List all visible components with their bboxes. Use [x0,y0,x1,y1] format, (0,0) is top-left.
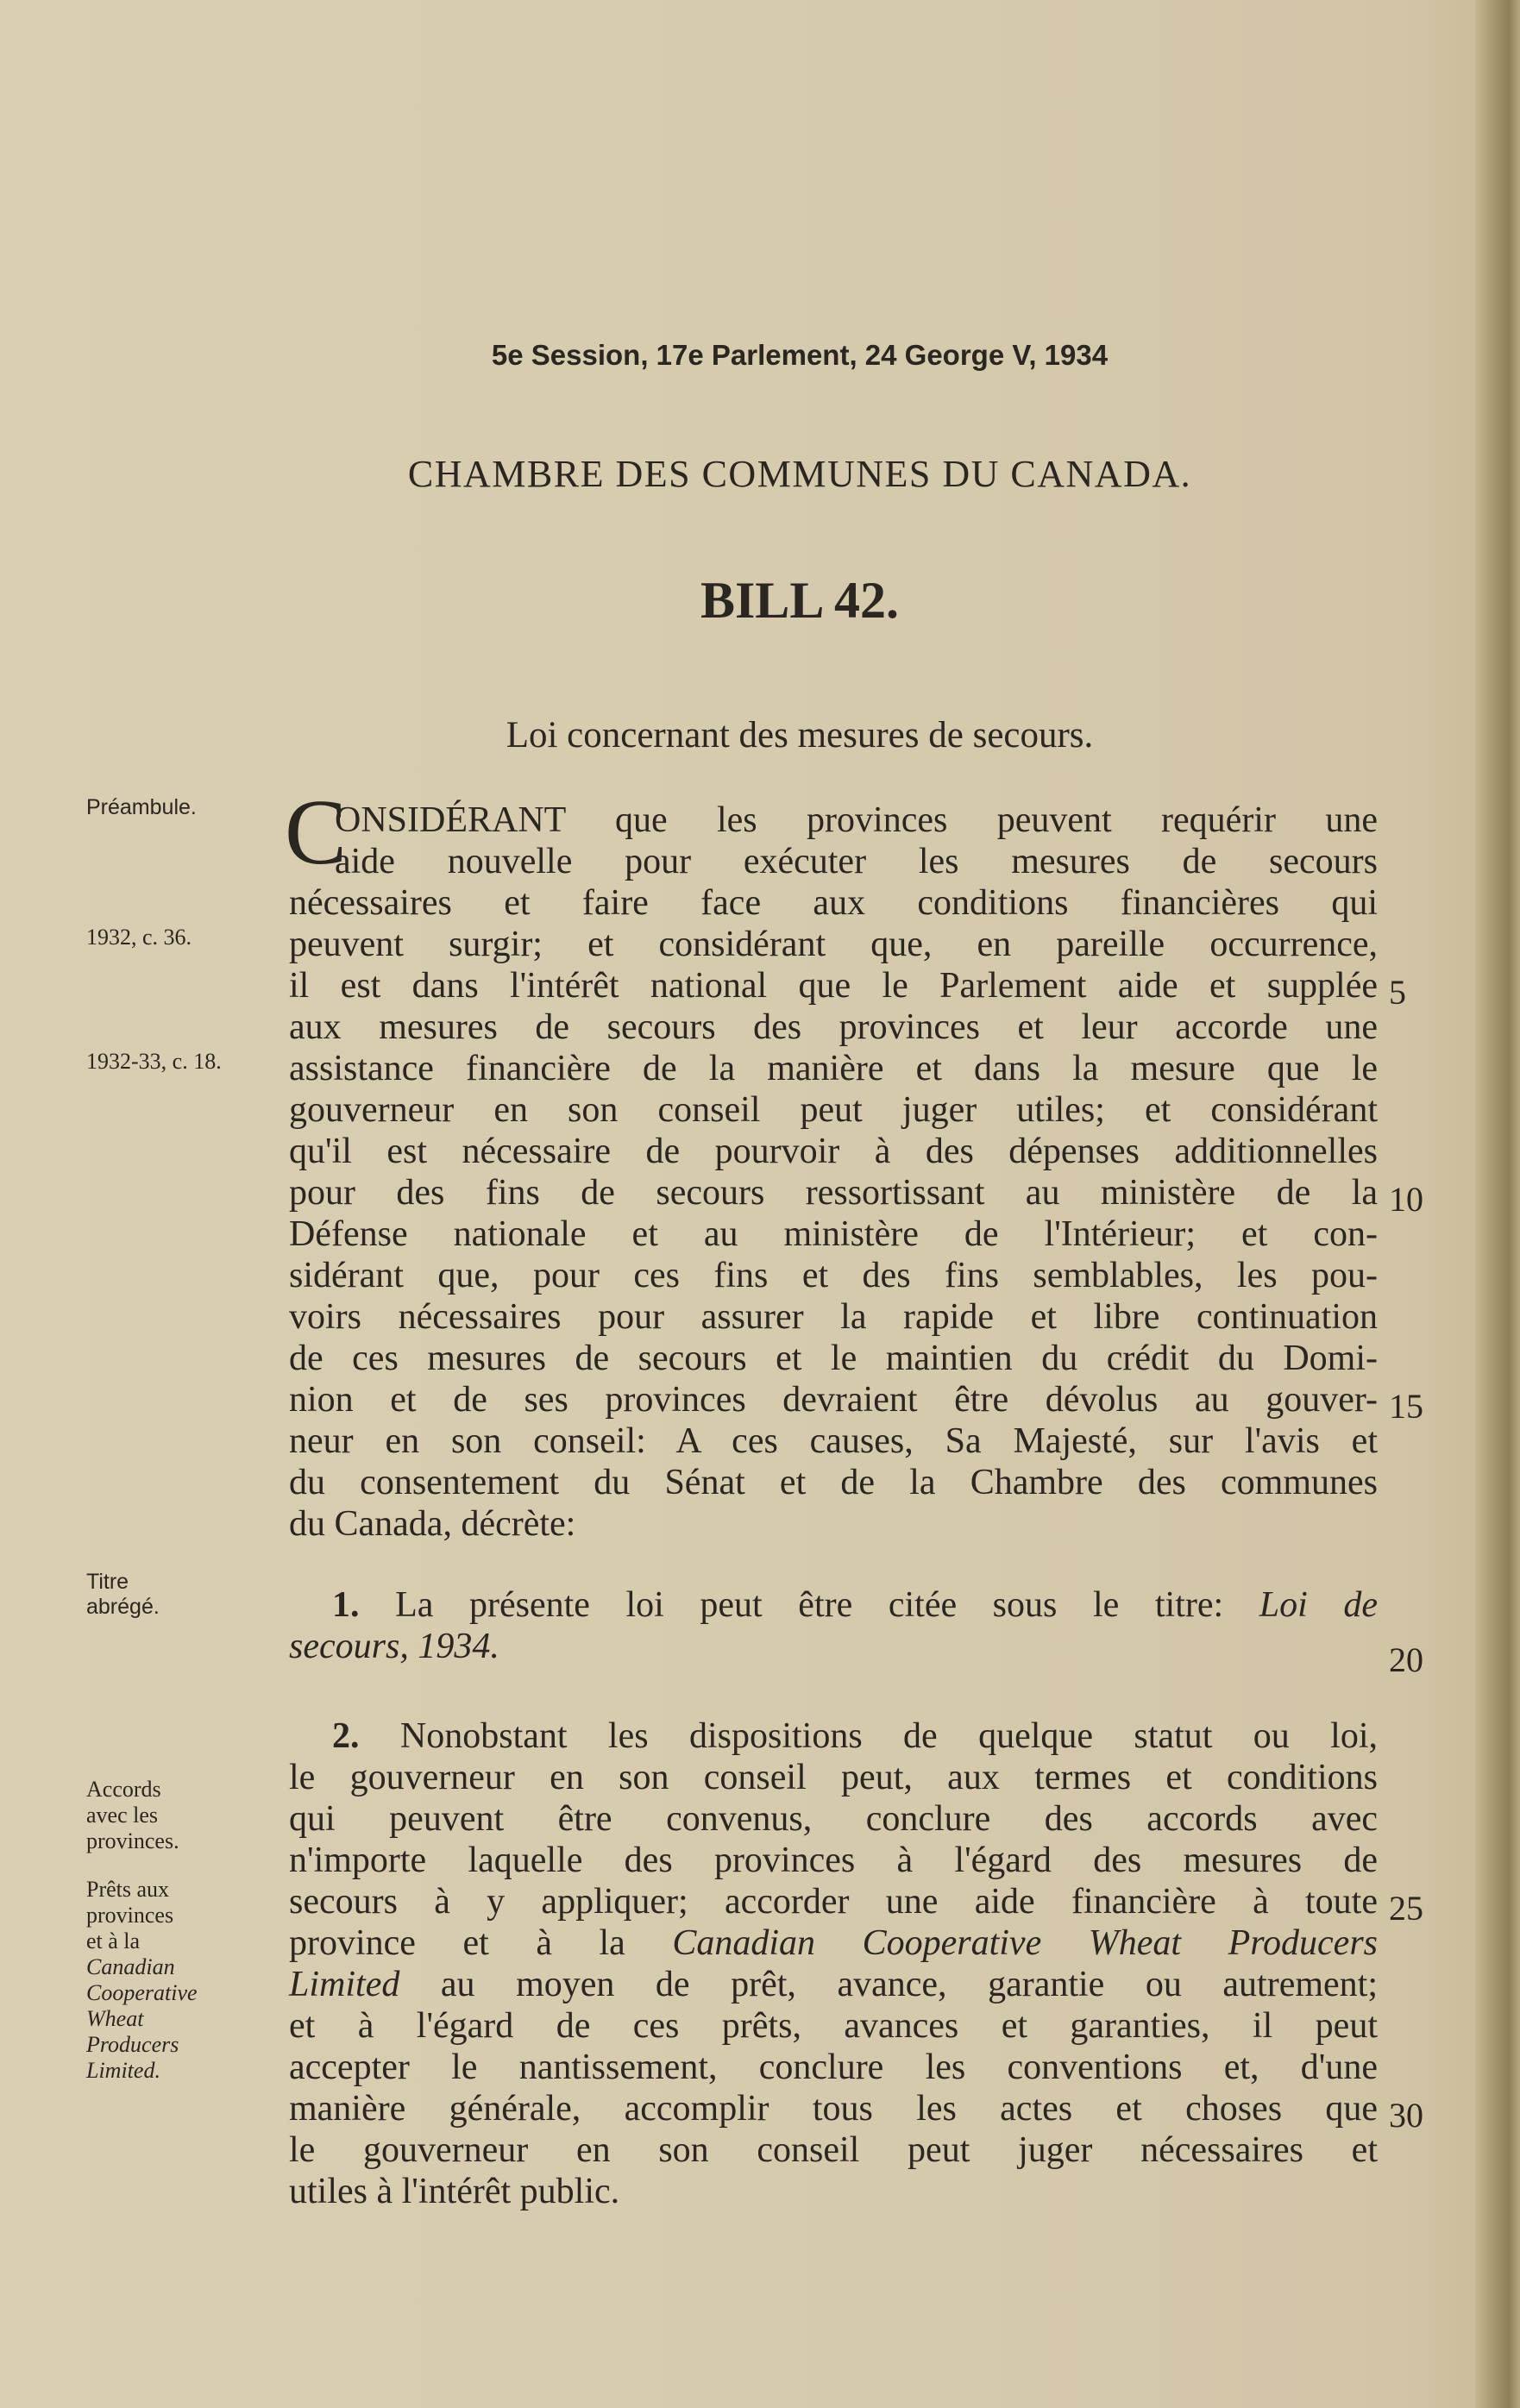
line-number-20: 20 [1389,1640,1423,1679]
section-2-line-7-italic: Limited [289,1965,400,2004]
section-2-number: 2. [332,1716,360,1756]
margin-note-prets-8-text: Limited. [86,2058,160,2083]
margin-note-prets-5 [86,1980,259,2006]
preamble-line-13: voirs nécessaires pour assurer la rapide et libre continuation [289,1297,1378,1337]
section-2-line-4: n'importe laquelle des provinces à l'égard des mesures de [289,1840,1378,1880]
section-2-line-10: manière générale, accomplir tous les actes et choses que [289,2089,1378,2129]
margin-note-prets-5-text: Cooperative [86,1980,198,2005]
margin-note-prets-7-text: Producers [86,2032,179,2057]
bill-number: BILL 42. [700,572,900,629]
margin-note-prets-6 [86,2006,259,2032]
margin-note-accords-2: avec les [86,1803,159,1828]
preamble-line-14: de ces mesures de secours et le maintien du crédit du Domi- [289,1339,1378,1378]
section-2-line-6-text: province et à la [289,1923,625,1963]
section-1-number: 1. [332,1585,360,1625]
preamble-line-16: neur en son conseil: A ces causes, Sa Majesté, sur l'avis et [289,1421,1378,1461]
line-number-25: 25 [1389,1889,1423,1928]
margin-note-prets-1: Prêts aux [86,1877,170,1902]
section-2-line-7-text: au moyen de prêt, avance, garantie ou autrement; [440,1965,1378,2004]
section-2-line-9: accepter le nantissement, conclure les conventions et, d'une [289,2047,1378,2087]
margin-note-accords-1: Accords [86,1777,161,1802]
section-2-line-3: qui peuvent être convenus, conclure des accords avec [289,1799,1378,1839]
preamble-line-6: aux mesures de secours des provinces et leur accorde une [289,1007,1378,1047]
margin-note-prets-2: provinces [86,1903,174,1928]
margin-note-ref-1932-33: 1932-33, c. 18. [86,1049,222,1074]
margin-note-titre-2: abrégé. [86,1595,160,1619]
preamble-line-10: pour des fins de secours ressortissant au ministère de la [289,1173,1378,1213]
preamble-line-18: du Canada, décrète: [289,1504,576,1544]
preamble-line-15: nion et de ses provinces devraient être dévolus au gouver- [289,1380,1378,1420]
margin-note-prets-8 [86,2058,259,2084]
section-1-line-1 [332,1585,1378,1625]
preamble-line-12: sidérant que, pour ces fins et des fins semblables, les pou- [289,1256,1378,1295]
line-number-30: 30 [1389,2096,1423,2135]
line-number-10: 10 [1389,1180,1423,1219]
margin-note-titre-1: Titre [86,1570,129,1594]
margin-note-ref-1932: 1932, c. 36. [86,925,192,950]
line-number-5: 5 [1389,973,1406,1012]
preamble-line-7: assistance financière de la manière et dans la mesure que le [289,1049,1378,1088]
margin-note-prets-6-text: Wheat [86,2006,144,2031]
margin-note-preambule: Préambule. [86,795,197,819]
preamble-line-9: qu'il est nécessaire de pourvoir à des dépenses additionnelles [289,1132,1378,1171]
preamble-line-3: nécessaires et faire face aux conditions financières qui [289,883,1378,923]
section-2-line-6-italic: Canadian Cooperative Wheat Producers [672,1923,1379,1963]
section-1-italic-1: Loi de [1259,1585,1379,1625]
bill-title: Loi concernant des mesures de secours. [506,715,1094,756]
line-number-15: 15 [1389,1387,1423,1426]
margin-note-prets-3: et à la [86,1928,141,1953]
section-2-line-2: le gouverneur en son conseil peut, aux termes et conditions [289,1758,1378,1797]
preamble-line-5: il est dans l'intérêt national que le Parlement aide et supplée [289,966,1378,1006]
section-2-line-1-text: Nonobstant les dispositions de quelque statut ou loi, [399,1716,1379,1756]
section-2-line-6 [289,1923,1378,1963]
section-2-line-7 [289,1965,1378,2004]
section-2-line-12: utiles à l'intérêt public. [289,2172,620,2211]
margin-note-accords-3: provinces. [86,1828,179,1853]
house-title: CHAMBRE DES COMMUNES DU CANADA. [407,453,1192,495]
section-2-line-5: secours à y appliquer; accorder une aide financière à toute [289,1882,1378,1922]
section-1-italic-2: secours, 1934. [289,1627,499,1666]
section-2-line-1 [332,1716,1378,1756]
preamble-line-1: ONSIDÉRANT que les provinces peuvent requérir une [335,800,1378,840]
section-1-text: La présente loi peut être citée sous le titre: [395,1585,1224,1625]
preamble-line-4: peuvent surgir; et considérant que, en pareille occurrence, [289,925,1378,964]
margin-note-prets-7 [86,2032,259,2058]
preamble-dropcap: C [285,781,348,884]
preamble-line-2: aide nouvelle pour exécuter les mesures de secours [335,842,1378,881]
margin-note-prets-4 [86,1954,259,1980]
margin-note-prets-4-text: Canadian [86,1954,175,1979]
session-line: 5e Session, 17e Parlement, 24 George V, 1934 [491,339,1109,371]
section-1-line-2 [289,1627,1378,1666]
section-2-line-11: le gouverneur en son conseil peut juger nécessaires et [289,2130,1378,2170]
section-2-line-8: et à l'égard de ces prêts, avances et garanties, il peut [289,2006,1378,2046]
preamble-line-17: du consentement du Sénat et de la Chambre des communes [289,1463,1378,1502]
preamble-line-11: Défense nationale et au ministère de l'Intérieur; et con- [289,1214,1378,1254]
preamble-line-8: gouverneur en son conseil peut juger utiles; et considérant [289,1090,1378,1130]
